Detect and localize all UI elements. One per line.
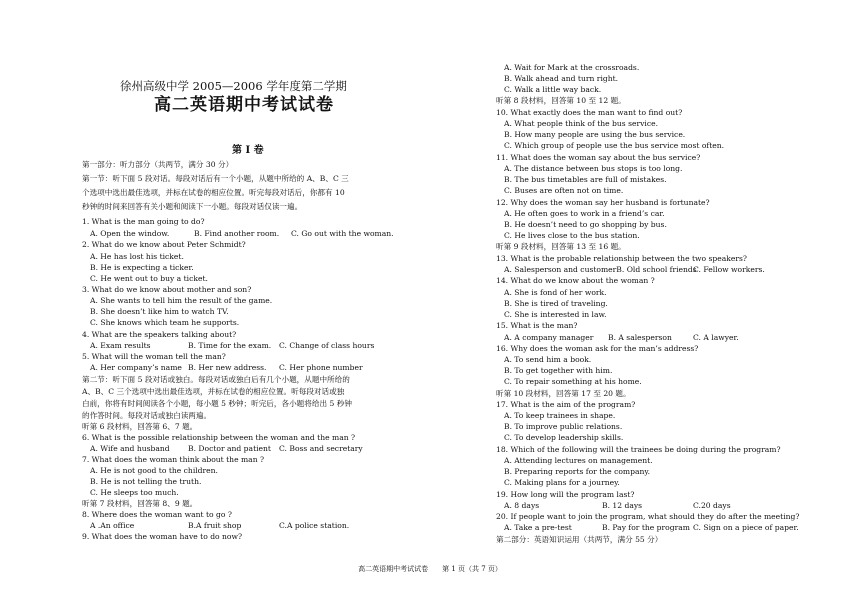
q18-option-b: B. Preparing reports for the company. [504, 467, 651, 476]
question-3: 3. What do we know about mother and son? [82, 285, 252, 294]
q1-option-c: C. Go out with the woman. [291, 229, 394, 238]
q4-option-a: A. Exam results [90, 341, 151, 350]
listen-instruction-7: 听第 7 段材料，回答第 8、9 题。 [82, 499, 198, 508]
q18-option-a: A. Attending lectures on management. [504, 456, 653, 465]
q19-option-a: A. 8 days [504, 501, 540, 510]
q4-option-c: C. Change of class hours [279, 341, 375, 350]
question-6: 6. What is the possible relationship between the woman and the man ? [82, 433, 356, 442]
question-2: 2. What do we know about Peter Schmidt? [82, 240, 246, 249]
q9-option-a: A. Wait for Mark at the crossroads. [504, 63, 640, 72]
q2-option-b: B. He is expecting a ticker. [90, 263, 194, 272]
q1-option-b: B. Find another room. [194, 229, 280, 238]
q6-option-a: A. Wife and husband [90, 444, 170, 453]
q3-option-b: B. She doesn’t like him to watch TV. [90, 307, 229, 316]
q10-option-a: A. What people think of the bus service. [504, 119, 659, 128]
q11-option-a: A. The distance between bus stops is too long. [504, 164, 683, 173]
question-17: 17. What is the aim of the program? [496, 400, 636, 409]
q5-option-c: C. Her phone number [279, 363, 363, 372]
question-1: 1. What is the man going to do? [82, 217, 205, 226]
question-15: 15. What is the man? [496, 321, 578, 330]
q11-option-b: B. The bus timetables are full of mistakes. [504, 175, 667, 184]
q5-option-b: B. Her new address. [188, 363, 267, 372]
q16-option-c: C. To repair something at his home. [504, 377, 642, 386]
q14-option-b: B. She is tired of traveling. [504, 299, 608, 308]
q18-option-c: C. Making plans for a journey. [504, 478, 620, 487]
q3-option-c: C. She knows which team he supports. [90, 318, 240, 327]
question-12: 12. Why does the woman say her husband is fortunate? [496, 198, 710, 207]
question-19: 19. How long will the program last? [496, 490, 635, 499]
q6-option-b: B. Doctor and patient [188, 444, 271, 453]
q9-option-c: C. Walk a little way back. [504, 85, 602, 94]
q20-option-b: B. Pay for the program [602, 523, 690, 532]
q19-option-b: B. 12 days [602, 501, 643, 510]
listen-instruction-6: 听第 6 段材料，回答第 6、7 题。 [82, 422, 198, 431]
q7-option-b: B. He is not telling the truth. [90, 477, 202, 486]
question-20: 20. If people want to join the program, what should they do after the meeting? [496, 512, 800, 521]
q8-option-a: A .An office [90, 521, 135, 530]
question-11: 11. What does the woman say about the bus service? [496, 153, 701, 162]
q20-option-c: C. Sign on a piece of paper. [693, 523, 799, 532]
q8-option-b: B.A fruit shop [188, 521, 242, 530]
question-10: 10. What exactly does the man want to find out? [496, 108, 683, 117]
section2-intro-line: 的作答时间。每段对话或独白读两遍。 [82, 411, 212, 420]
q15-option-b: B. A salesperson [608, 333, 672, 342]
q17-option-c: C. To develop leadership skills. [504, 433, 624, 442]
question-16: 16. Why does the woman ask for the man’s address? [496, 344, 699, 353]
school-heading: 徐州高级中学 2005—2006 学年度第二学期 [120, 79, 347, 93]
q2-option-c: C. He went out to buy a ticket. [90, 274, 208, 283]
q2-option-a: A. He has lost his ticket. [90, 252, 184, 261]
question-18: 18. Which of the following will the trainees be doing during the program? [496, 445, 781, 454]
exam-title: 高二英语期中考试试卷 [154, 95, 334, 115]
question-7: 7. What does the woman think about the man ? [82, 455, 265, 464]
question-4: 4. What are the speakers talking about? [82, 330, 237, 339]
q6-option-c: C. Boss and secretary [279, 444, 363, 453]
q19-option-c: C.20 days [693, 501, 731, 510]
q14-option-c: C. She is interested in law. [504, 310, 607, 319]
q12-option-b: B. He doesn’t need to go shopping by bus. [504, 220, 667, 229]
section2-intro-line: 白前，你将有时间阅读各个小题，每小题 5 秒钟；听完后，各小题将给出 5 秒钟 [82, 399, 352, 408]
question-8: 8. Where does the woman want to go ? [82, 510, 232, 519]
q13-option-ab: A. Salesperson and customerB. Old school friends [504, 265, 697, 274]
section1-intro-line: 第一节：听下面 5 段对话。每段对话后有一个小题，从题中所给的 A、B、C 三 [82, 174, 349, 183]
q13-option-c: C. Fellow workers. [693, 265, 765, 274]
q20-option-a: A. Take a pre-test [504, 523, 572, 532]
question-5: 5. What will the woman tell the man? [82, 352, 226, 361]
part1-heading: 第一部分：听力部分（共两节，满分 30 分） [82, 160, 234, 169]
listen-instruction-10: 听第 10 段材料，回答第 17 至 20 题。 [496, 389, 631, 398]
volume-label: 第 I 卷 [232, 145, 264, 156]
section2-intro-line: 第二节：听下面 5 段对话或独白。每段对话或独白后有几个小题，从题中所给的 [82, 375, 350, 384]
q9-option-b: B. Walk ahead and turn right. [504, 74, 619, 83]
q15-option-a: A. A company manager [504, 333, 594, 342]
q12-option-c: C. He lives close to the bus station. [504, 231, 640, 240]
q17-option-b: B. To improve public relations. [504, 422, 623, 431]
question-14: 14. What do we know about the woman ? [496, 276, 655, 285]
q8-option-c: C.A police station. [279, 521, 350, 530]
question-9: 9. What does the woman have to do now? [82, 532, 243, 541]
q1-option-a: A. Open the window. [90, 229, 170, 238]
q16-option-a: A. To send him a book. [504, 355, 592, 364]
q4-option-b: B. Time for the exam. [188, 341, 272, 350]
q10-option-b: B. How many people are using the bus service. [504, 130, 686, 139]
listen-instruction-8: 听第 8 段材料，回答第 10 至 12 题。 [496, 96, 626, 105]
q7-option-a: A. He is not good to the children. [90, 466, 218, 475]
page-footer: 高二英语期中考试试卷 第 1 页（共 7 页） [358, 565, 502, 573]
listen-instruction-9: 听第 9 段材料，回答第 13 至 16 题。 [496, 242, 626, 251]
question-13: 13. What is the probable relationship between the two speakers? [496, 254, 747, 263]
q7-option-c: C. He sleeps too much. [90, 488, 179, 497]
q12-option-a: A. He often goes to work in a friend’s car. [504, 209, 665, 218]
q16-option-b: B. To get together with him. [504, 366, 613, 375]
section1-intro-line: 个选项中选出最佳选项，并标在试卷的相应位置。听完每段对话后，你都有 10 [82, 188, 345, 197]
q17-option-a: A. To keep trainees in shape. [504, 411, 616, 420]
q14-option-a: A. She is fond of her work. [504, 288, 607, 297]
section2-intro-line: A、B、C 三个选项中选出最佳选项，并标在试卷的相应位置。听每段对话或独 [82, 387, 345, 396]
part2-heading: 第二部分：英语知识运用（共两节，满分 55 分） [496, 535, 663, 544]
section1-intro-line: 秒钟的时间来回答有关小题和阅读下一小题。每段对话仅读一遍。 [82, 202, 303, 211]
q10-option-c: C. Which group of people use the bus service most often. [504, 141, 725, 150]
q15-option-c: C. A lawyer. [693, 333, 739, 342]
q5-option-a: A. Her company’s name [90, 363, 182, 372]
q11-option-c: C. Buses are often not on time. [504, 186, 624, 195]
q3-option-a: A. She wants to tell him the result of the game. [90, 296, 273, 305]
